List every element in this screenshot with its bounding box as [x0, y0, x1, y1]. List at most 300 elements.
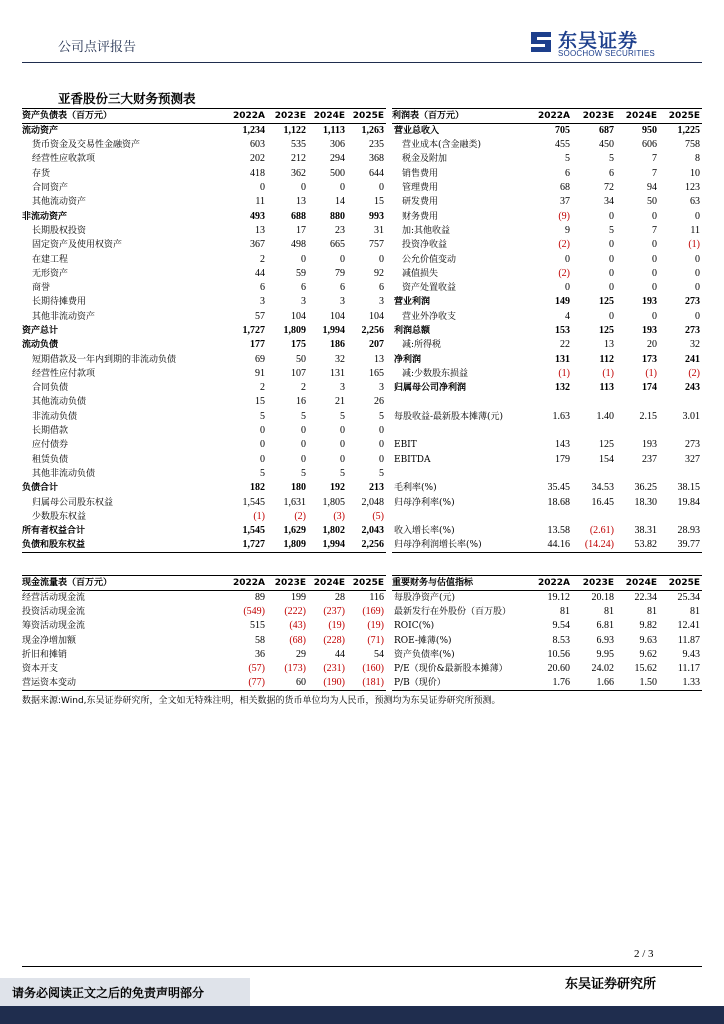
table-row	[392, 538, 702, 553]
cell-value: 3	[340, 382, 345, 394]
cell-value: 705	[555, 125, 570, 136]
cell-value: 0	[340, 253, 345, 265]
cell-value: 294	[330, 153, 345, 165]
row-label: 资产处置收益	[402, 283, 457, 294]
cell-value: 0	[260, 439, 265, 451]
row-label: 净利润	[394, 354, 422, 365]
cell-value: 493	[250, 210, 265, 222]
table-row	[22, 410, 386, 424]
cell-value: 19.12	[547, 592, 570, 603]
cell-value: 28	[335, 592, 345, 603]
cell-value: 0	[379, 453, 384, 465]
cell-value: 1,122	[283, 125, 306, 136]
row-label: 营业利润	[394, 297, 431, 308]
row-label: 公允价值变动	[402, 254, 457, 265]
cell-value: 116	[369, 592, 384, 603]
cell-value	[659, 395, 702, 409]
cell-value: 5	[301, 410, 306, 422]
cell-value: 59	[296, 267, 306, 279]
cell-value: 44.16	[547, 539, 570, 551]
table-row	[392, 605, 702, 619]
cell-value: 1,727	[242, 325, 265, 336]
cell-value: 2	[301, 382, 306, 394]
soochow-logo-icon	[528, 28, 554, 56]
cell-value: 273	[685, 296, 700, 308]
cell-value	[572, 510, 616, 524]
cell-value: 1,809	[283, 539, 306, 551]
cell-value: 2,043	[361, 525, 384, 537]
cell-value: 13.58	[547, 525, 570, 537]
cell-value: 81	[690, 606, 700, 618]
cell-value: 0	[695, 267, 700, 279]
cell-value: 1,809	[283, 325, 306, 336]
cell-value: 35.45	[547, 482, 570, 494]
table-row	[22, 224, 386, 238]
row-label: 在建工程	[32, 254, 69, 265]
cell-value: 644	[369, 167, 384, 179]
cell-value: 0	[609, 253, 614, 265]
column-header-2024e: 2024E	[625, 111, 657, 121]
cell-value	[616, 467, 659, 481]
table-row	[22, 591, 386, 606]
table-row	[392, 634, 702, 648]
cell-value: 81	[560, 606, 570, 618]
table-row	[392, 338, 702, 352]
cell-value: (77)	[248, 677, 265, 689]
table-row	[22, 310, 386, 324]
table-row	[392, 410, 702, 424]
row-label: 资本开支	[22, 664, 59, 675]
cell-value: 498	[291, 239, 306, 251]
row-label: 折旧和摊销	[22, 650, 68, 661]
row-label	[392, 467, 520, 481]
cell-value: 7	[652, 153, 657, 165]
logo-chinese-name: 东吴证券	[558, 30, 639, 52]
cell-value: 68	[560, 182, 570, 194]
cell-value	[572, 424, 616, 438]
table-row	[392, 395, 702, 409]
cell-value	[616, 424, 659, 438]
row-label: 经营活动现金流	[22, 593, 86, 603]
cell-value: 131	[330, 367, 345, 379]
cell-value	[520, 510, 572, 524]
column-header-2024e: 2024E	[313, 111, 345, 121]
cell-value: 5	[260, 410, 265, 422]
table-row	[392, 676, 702, 691]
cell-value: 368	[369, 153, 384, 165]
cell-value: 36.25	[634, 482, 657, 494]
cell-value: 0	[260, 182, 265, 194]
column-header-2023e: 2023E	[274, 578, 306, 588]
table-row	[392, 267, 702, 281]
cell-value: (1)	[602, 367, 614, 379]
row-label: ROIC(%)	[394, 621, 435, 632]
cell-value: 22	[560, 339, 570, 351]
cell-value: 603	[250, 139, 265, 151]
row-label: 商誉	[32, 283, 51, 294]
cell-value: 0	[609, 310, 614, 322]
cell-value: 0	[379, 253, 384, 265]
cell-value: 13	[604, 339, 614, 351]
cell-value: 8	[695, 153, 700, 165]
cell-value: 9.62	[639, 649, 657, 661]
row-label: 短期借款及一年内到期的非流动负债	[32, 354, 177, 365]
row-label: 营运资本变动	[22, 678, 77, 689]
cell-value: 38.15	[677, 482, 700, 494]
cell-value: 125	[599, 439, 614, 451]
cell-value	[572, 395, 616, 409]
row-label: 所有者权益合计	[22, 526, 86, 537]
row-label: 减值损失	[402, 268, 439, 279]
cell-value: 0	[301, 439, 306, 451]
cell-value: 10.56	[547, 649, 570, 661]
column-header-2022a: 2022A	[232, 578, 265, 588]
cell-value: 0	[301, 453, 306, 465]
cell-value: 18.68	[547, 496, 570, 508]
cell-value: 500	[330, 167, 345, 179]
row-label: 归属母公司股东权益	[32, 497, 114, 508]
row-label: 经营性应付款项	[32, 368, 96, 379]
row-label: 应付债券	[32, 440, 69, 451]
cell-value: 11	[255, 196, 265, 208]
row-label: 其他流动资产	[32, 197, 87, 208]
cell-value: 0	[695, 253, 700, 265]
cell-value: 104	[291, 310, 306, 322]
cell-value: 1,994	[322, 539, 345, 551]
cell-value: 1,727	[242, 539, 265, 551]
table-row	[22, 352, 386, 366]
cell-value: (2)	[558, 267, 570, 279]
key-metrics-table	[392, 575, 702, 691]
table-header-row	[22, 109, 386, 124]
cell-value: 9.54	[552, 620, 570, 632]
row-label: 筹资活动现金流	[22, 621, 86, 632]
cell-value: 6	[379, 282, 384, 294]
cell-value: 1.33	[682, 677, 700, 689]
cell-value	[520, 395, 572, 409]
column-header-2023e: 2023E	[582, 111, 614, 121]
cell-value: (1)	[253, 510, 265, 522]
cell-value: 0	[340, 425, 345, 437]
cell-value: 0	[340, 439, 345, 451]
cell-value: 25.34	[677, 592, 700, 603]
table-row	[392, 591, 702, 606]
cell-value: (1)	[688, 239, 700, 251]
cell-value: (2)	[688, 367, 700, 379]
row-label: 归母净利润增长率(%)	[394, 540, 482, 551]
row-label: 流动负债	[22, 340, 59, 351]
table-header-row	[392, 576, 702, 591]
column-header-2023e: 2023E	[274, 111, 306, 121]
cell-value: (14.24)	[584, 539, 614, 551]
cell-value: 7	[652, 224, 657, 236]
cell-value	[659, 424, 702, 438]
row-label: 非流动资产	[22, 211, 68, 222]
cell-value: 107	[291, 367, 306, 379]
cell-value: 58	[255, 634, 265, 646]
row-label: 长期借款	[32, 426, 69, 437]
cell-value: 1,631	[283, 496, 306, 508]
table-row	[22, 676, 386, 691]
cell-value: 243	[685, 382, 700, 394]
table-row	[22, 438, 386, 452]
cell-value: 758	[685, 139, 700, 151]
cell-value: 450	[599, 139, 614, 151]
cell-value: 63	[690, 196, 700, 208]
row-label	[392, 395, 520, 409]
row-label: 管理费用	[402, 183, 439, 194]
cell-value: 13	[296, 196, 306, 208]
cell-value: 125	[599, 325, 614, 336]
cell-value: 6	[609, 167, 614, 179]
table-row	[392, 438, 702, 452]
cell-value	[659, 467, 702, 481]
column-header-2025e: 2025E	[352, 578, 384, 588]
cell-value: 1,545	[242, 525, 265, 537]
cell-value: 688	[291, 210, 306, 222]
table-row	[392, 524, 702, 538]
row-label: 租赁负债	[32, 454, 69, 465]
table-row	[22, 495, 386, 509]
column-header-2022a: 2022A	[232, 111, 265, 121]
cell-value: 18.30	[634, 496, 657, 508]
cell-value: (2)	[294, 510, 306, 522]
cell-value: 20.60	[547, 663, 570, 675]
cell-value: 1,802	[322, 525, 345, 537]
row-label: ROE-摊薄(%)	[394, 635, 452, 646]
column-header-2024e: 2024E	[313, 578, 345, 588]
cell-value: 0	[565, 253, 570, 265]
table-row	[22, 295, 386, 309]
cell-value: 237	[642, 453, 657, 465]
cell-value: 9.63	[639, 634, 657, 646]
cell-value: 9.43	[682, 649, 700, 661]
row-label: 毛利率(%)	[394, 483, 437, 494]
cell-value: 950	[642, 125, 657, 136]
table-row	[392, 648, 702, 662]
cell-value: 1,994	[322, 325, 345, 336]
cell-value: 14	[335, 196, 345, 208]
cell-value: 123	[685, 182, 700, 194]
cell-value: 5	[609, 153, 614, 165]
cell-value: (1)	[558, 367, 570, 379]
cell-value: 362	[291, 167, 306, 179]
cell-value: 665	[330, 239, 345, 251]
cell-value: 993	[369, 210, 384, 222]
row-label: P/B（现价）	[394, 678, 446, 689]
row-label: EBIT	[394, 440, 417, 451]
row-label: 长期股权投资	[32, 225, 87, 236]
table-title: 利润表（百万元）	[392, 111, 465, 121]
cell-value: (2)	[558, 239, 570, 251]
cell-value: 2	[260, 382, 265, 394]
cell-value: (181)	[362, 677, 384, 689]
footer-firm-name: 东吴证券研究所	[565, 977, 657, 992]
row-label: 营业外净收支	[402, 311, 457, 322]
row-label: 每股收益-最新股本摊薄(元)	[394, 411, 504, 422]
table-row	[22, 338, 386, 352]
column-header-2023e: 2023E	[582, 578, 614, 588]
table-row	[392, 352, 702, 366]
table-row	[392, 281, 702, 295]
page-number: 2 / 3	[634, 948, 654, 960]
cell-value: (9)	[558, 210, 570, 222]
row-label: 最新发行在外股份（百万股）	[394, 607, 512, 618]
table-row	[392, 367, 702, 381]
cell-value: (173)	[284, 663, 306, 675]
cell-value: 273	[685, 325, 700, 336]
table-title: 现金流量表（百万元）	[22, 578, 113, 588]
cell-value: 5	[301, 467, 306, 479]
cell-value: 0	[652, 267, 657, 279]
income-statement-table	[392, 108, 702, 553]
cell-value: (169)	[362, 606, 384, 618]
row-label: 固定资产及使用权资产	[32, 240, 123, 251]
cell-value: 12.41	[677, 620, 700, 632]
cell-value: 3	[379, 296, 384, 308]
cell-value: 104	[330, 310, 345, 322]
row-label: 财务费用	[402, 211, 439, 222]
row-label: 投资净收益	[402, 240, 448, 251]
cell-value: 687	[599, 125, 614, 136]
cell-value: 212	[291, 153, 306, 165]
cell-value: 0	[695, 210, 700, 222]
table-row	[22, 481, 386, 495]
cell-value: 1,113	[323, 125, 345, 136]
page-title: 亚香股份三大财务预测表	[58, 91, 196, 106]
cell-value: 7	[652, 167, 657, 179]
cell-value: 113	[599, 382, 614, 394]
cell-value: 273	[685, 439, 700, 451]
table-row	[392, 209, 702, 223]
cell-value: 153	[555, 325, 570, 336]
cell-value: 26	[374, 396, 384, 408]
cell-value: 193	[642, 439, 657, 451]
cell-value: 8.53	[552, 634, 570, 646]
table-row	[392, 181, 702, 195]
cell-value: (222)	[284, 606, 306, 618]
cell-value: 20.18	[591, 592, 614, 603]
column-header-2025e: 2025E	[668, 111, 700, 121]
cell-value: 535	[291, 139, 306, 151]
cell-value: 131	[555, 353, 570, 365]
cell-value: (57)	[248, 663, 265, 675]
cell-value: 0	[340, 182, 345, 194]
cell-value: 179	[555, 453, 570, 465]
cell-value: 89	[255, 592, 265, 603]
disclaimer-notice: 请务必阅读正文之后的免责声明部分	[12, 986, 205, 1000]
row-label: 少数股东权益	[32, 511, 87, 522]
cell-value: 1.40	[596, 410, 614, 422]
cell-value: (43)	[289, 620, 306, 632]
row-label: 资产负债率(%)	[394, 650, 455, 661]
data-source-note: 数据来源:Wind,东吴证券研究所，全文如无特殊注明，相关数据的货币单位均为人民币，预测均为东吴证券研究所预测。	[22, 696, 501, 706]
cell-value: (549)	[243, 606, 265, 618]
cell-value: 2,256	[361, 325, 384, 336]
row-label: 货币资金及交易性金融资产	[32, 140, 141, 151]
table-row	[22, 195, 386, 209]
row-label: 无形资产	[32, 268, 69, 279]
row-label: 合同资产	[32, 183, 69, 194]
cell-value: (228)	[323, 634, 345, 646]
table-header-row	[22, 576, 386, 591]
cell-value: 21	[335, 396, 345, 408]
cell-value: 11	[690, 224, 700, 236]
cell-value: 173	[642, 353, 657, 365]
cell-value: 6.93	[596, 634, 614, 646]
cell-value: 327	[685, 453, 700, 465]
cell-value: 174	[642, 382, 657, 394]
table-row	[22, 634, 386, 648]
table-row	[22, 453, 386, 467]
cell-value: (19)	[367, 620, 384, 632]
cell-value: 418	[250, 167, 265, 179]
cell-value: 91	[255, 367, 265, 379]
column-header-2022a: 2022A	[537, 578, 570, 588]
row-label: 存货	[32, 168, 51, 179]
cell-value: 606	[642, 139, 657, 151]
cell-value: 1,545	[242, 496, 265, 508]
table-row	[392, 167, 702, 181]
cell-value: 9.82	[639, 620, 657, 632]
row-label: EBITDA	[394, 454, 431, 465]
cell-value: 13	[374, 353, 384, 365]
cell-value: 32	[335, 353, 345, 365]
cell-value: 34.53	[591, 482, 614, 494]
row-label: 非流动负债	[32, 411, 78, 422]
cell-value: (3)	[333, 510, 345, 522]
cell-value: 0	[301, 425, 306, 437]
cell-value: 50	[296, 353, 306, 365]
cell-value: 207	[369, 339, 384, 351]
cell-value: 455	[555, 139, 570, 151]
cell-value: 5	[260, 467, 265, 479]
table-row	[22, 510, 386, 524]
cell-value: 5	[379, 410, 384, 422]
cell-value: 9	[565, 224, 570, 236]
table-row	[22, 619, 386, 633]
cell-value: 57	[255, 310, 265, 322]
cell-value: 69	[255, 353, 265, 365]
cell-value: 0	[301, 182, 306, 194]
cell-value: 81	[647, 606, 657, 618]
table-row	[22, 267, 386, 281]
column-header-2025e: 2025E	[668, 578, 700, 588]
cell-value: 112	[599, 353, 614, 365]
cell-value: 5	[565, 153, 570, 165]
cell-value: 104	[369, 310, 384, 322]
cash-flow-table	[22, 575, 386, 691]
table-row	[392, 453, 702, 467]
cell-value	[520, 424, 572, 438]
cell-value: 1.66	[596, 677, 614, 689]
cell-value: 10	[690, 167, 700, 179]
row-label: 合同负债	[32, 383, 69, 394]
cell-value: 2,048	[361, 496, 384, 508]
cell-value: (1)	[645, 367, 657, 379]
table-row	[392, 124, 702, 139]
cell-value: 199	[291, 592, 306, 603]
cell-value: 15.62	[634, 663, 657, 675]
cell-value: 94	[647, 182, 657, 194]
row-label: 每股净资产(元)	[394, 593, 456, 603]
cell-value: 15	[374, 196, 384, 208]
row-label	[392, 510, 520, 524]
cell-value: 16	[296, 396, 306, 408]
cell-value: 38.31	[634, 525, 657, 537]
cell-value: 17	[296, 224, 306, 236]
cell-value: 0	[379, 182, 384, 194]
